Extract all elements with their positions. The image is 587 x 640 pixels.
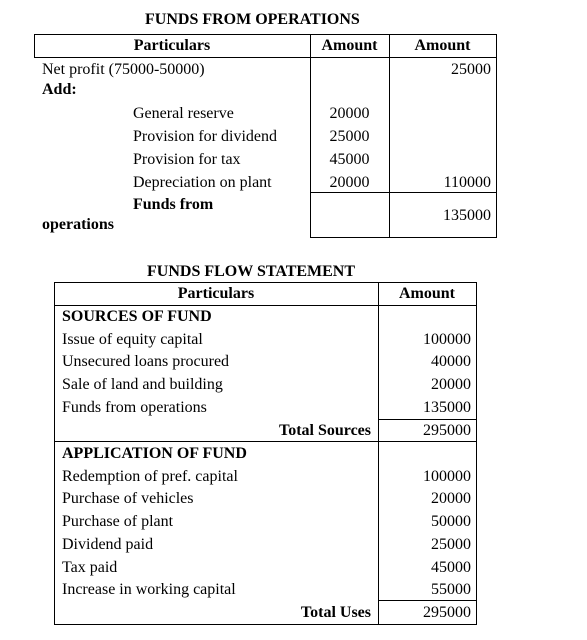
ffs-application-amount: 50000 (431, 513, 471, 530)
ffo-add-total: 110000 (443, 174, 491, 191)
ffo-funds-label-cont: operations (42, 216, 114, 233)
ffs-border-left (54, 282, 55, 625)
ffs-section-rule (54, 441, 477, 442)
ffs-source-label: Issue of equity capital (62, 331, 203, 348)
ffs-source-amount: 20000 (431, 376, 471, 393)
ffs-application-label: Purchase of vehicles (62, 490, 194, 507)
ffs-header-rule (54, 305, 477, 306)
ffs-total-sources: 295000 (423, 422, 471, 439)
ffs-subtotal-rule (378, 600, 477, 601)
ffs-header-amount: Amount (398, 285, 455, 302)
ffs-source-label: Sale of land and building (62, 376, 223, 393)
ffs-application-label: Tax paid (62, 559, 118, 576)
ffo-header-amount-1: Amount (321, 37, 378, 54)
ffo-border-top (34, 34, 497, 35)
ffo-net-profit-amount: 25000 (451, 61, 491, 78)
ffo-item-amount: 20000 (329, 105, 370, 122)
ffo-title: FUNDS FROM OPERATIONS (145, 11, 360, 28)
ffs-application-label: Dividend paid (62, 536, 154, 553)
ffs-border-bottom (54, 624, 477, 625)
ffs-header-particulars: Particulars (177, 285, 255, 302)
ffs-application-amount: 20000 (431, 490, 471, 507)
ffo-header-amount-2: Amount (414, 37, 471, 54)
ffs-total-uses: 295000 (423, 604, 471, 621)
ffs-application-amount: 100000 (423, 468, 471, 485)
ffo-funds-label: Funds from (133, 196, 214, 213)
ffs-total-sources-label: Total Sources (278, 422, 371, 439)
ffo-item-label: Provision for dividend (133, 128, 277, 145)
ffs-border-right (476, 282, 477, 625)
ffo-item-label: Provision for tax (133, 151, 241, 168)
ffs-application-amount: 25000 (431, 536, 471, 553)
ffs-application-heading: APPLICATION OF FUND (62, 445, 247, 462)
ffs-border-top (54, 282, 477, 283)
ffo-funds-total: 135000 (443, 207, 491, 224)
ffs-application-amount: 55000 (431, 581, 471, 598)
ffo-border-right (496, 34, 497, 238)
ffo-item-amount: 20000 (329, 174, 370, 191)
ffs-source-label: Unsecured loans procured (62, 353, 230, 370)
ffs-total-uses-label: Total Uses (300, 604, 371, 621)
ffs-source-amount: 100000 (423, 331, 471, 348)
ffo-item-label: Depreciation on plant (133, 174, 272, 191)
ffo-item-amount: 45000 (329, 151, 370, 168)
ffo-net-profit-label: Net profit (75000-50000) (42, 61, 205, 78)
ffs-application-label: Increase in working capital (62, 581, 236, 598)
ffo-item-amount: 25000 (329, 128, 370, 145)
ffo-border-bottom (310, 237, 497, 238)
ffs-application-label: Purchase of plant (62, 513, 174, 530)
ffo-subtotal-rule (310, 192, 497, 193)
ffo-item-label: General reserve (133, 105, 234, 122)
ffo-header-rule (34, 57, 497, 58)
ffs-source-amount: 135000 (423, 399, 471, 416)
ffs-source-label: Funds from operations (62, 399, 207, 416)
ffo-add-label: Add: (42, 81, 77, 98)
ffs-application-label: Redemption of pref. capital (62, 468, 238, 485)
ffs-application-amount: 45000 (431, 559, 471, 576)
ffs-subtotal-rule (378, 419, 477, 420)
ffs-title: FUNDS FLOW STATEMENT (147, 263, 356, 280)
ffo-header-particulars: Particulars (133, 37, 211, 54)
ffs-source-amount: 40000 (431, 353, 471, 370)
ffs-sources-heading: SOURCES OF FUND (62, 308, 212, 325)
